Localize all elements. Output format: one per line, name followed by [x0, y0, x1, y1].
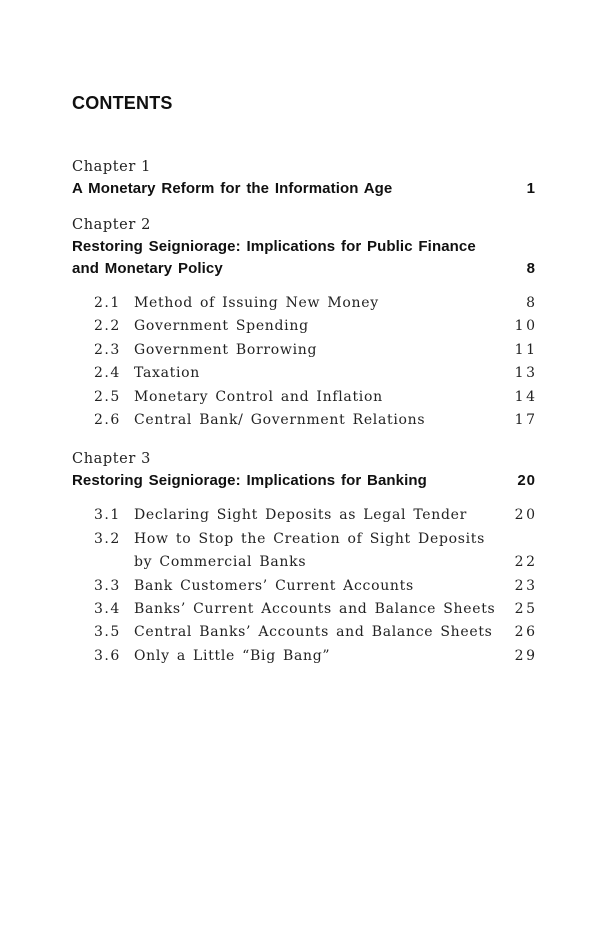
section-page-number: 11: [514, 341, 538, 358]
section-page-number: 14: [514, 388, 538, 405]
chapter-list: [72, 156, 538, 668]
section-page-number: 20: [514, 507, 538, 524]
section-entry: [72, 621, 538, 644]
section-entry: [72, 292, 538, 315]
section-number: 2.1: [94, 295, 121, 311]
section-page-number: 13: [514, 365, 538, 382]
chapter-label: Chapter 1: [72, 159, 151, 175]
section-page-number: 22: [514, 554, 538, 571]
chapter-entry: [72, 214, 538, 432]
chapter-title-line: [72, 236, 535, 258]
section-title: Declaring Sight Deposits as Legal Tender: [134, 507, 468, 524]
section-number: 3.3: [94, 577, 121, 594]
section-title: How to Stop the Creation of Sight Deposits by Commercial Banks: [134, 530, 486, 571]
chapter-title-text: Restoring Seigniorage: Implications for Banking: [72, 472, 427, 490]
section-list: [72, 504, 538, 668]
section-entry: [72, 386, 538, 409]
section-entry: [72, 409, 538, 432]
section-title: Monetary Control and Inflation: [134, 388, 383, 405]
chapter-title-line: [72, 178, 535, 200]
section-page-number: 26: [514, 624, 538, 641]
section-entry: [72, 362, 538, 385]
section-entry: [72, 504, 538, 527]
section-number: 2.6: [94, 412, 121, 429]
chapter-title-line: [72, 470, 535, 492]
section-number: 2.5: [94, 388, 121, 405]
section-title: Only a Little “Big Bang”: [134, 647, 331, 664]
section-title: Government Borrowing: [134, 341, 318, 358]
section-title: Method of Issuing New Money: [134, 295, 379, 311]
chapter-page-number: 20: [517, 472, 536, 490]
section-number: 3.2: [94, 530, 121, 547]
chapter-page-number: 8: [526, 260, 536, 277]
section-number: 2.3: [94, 341, 121, 358]
section-number: 2.2: [94, 318, 121, 335]
toc-content: [72, 93, 538, 668]
section-number: 3.5: [94, 624, 121, 641]
section-page-number: 8: [526, 295, 538, 311]
section-page-number: 17: [514, 412, 538, 429]
chapter-title-text: and Monetary Policy: [72, 260, 223, 277]
chapter-page-number: 1: [526, 180, 536, 197]
section-number: 3.1: [94, 507, 121, 524]
section-entry: [72, 598, 538, 621]
section-title: Bank Customers’ Current Accounts: [134, 577, 414, 594]
section-page-number: 29: [514, 647, 538, 664]
section-entry: [72, 528, 538, 575]
section-entry: [72, 315, 538, 338]
chapter-label: Chapter 2: [72, 217, 151, 233]
section-title: Central Banks’ Accounts and Balance Sheets: [134, 624, 493, 641]
chapter-entry: [72, 448, 538, 668]
chapter-title-line: [72, 258, 535, 280]
section-title: Taxation: [134, 365, 200, 382]
section-title: Government Spending: [134, 318, 309, 335]
section-title: Banks’ Current Accounts and Balance Sheets: [134, 601, 496, 618]
section-entry: [72, 645, 538, 668]
section-entry: [72, 575, 538, 598]
contents-heading: CONTENTS: [72, 93, 173, 113]
chapter-title-text: A Monetary Reform for the Information Age: [72, 180, 393, 197]
section-page-number: 23: [514, 577, 538, 594]
section-entry: [72, 339, 538, 362]
section-list: [72, 292, 538, 432]
chapter-title-text: Restoring Seigniorage: Implications for Public Finance: [72, 238, 476, 255]
section-number: 2.4: [94, 365, 121, 382]
section-number: 3.4: [94, 601, 121, 618]
section-number: 3.6: [94, 647, 121, 664]
section-page-number: 10: [514, 318, 538, 335]
chapter-label: Chapter 3: [72, 451, 151, 468]
chapter-entry: [72, 156, 535, 200]
section-page-number: 25: [514, 601, 538, 618]
section-title: Central Bank/ Government Relations: [134, 412, 426, 429]
